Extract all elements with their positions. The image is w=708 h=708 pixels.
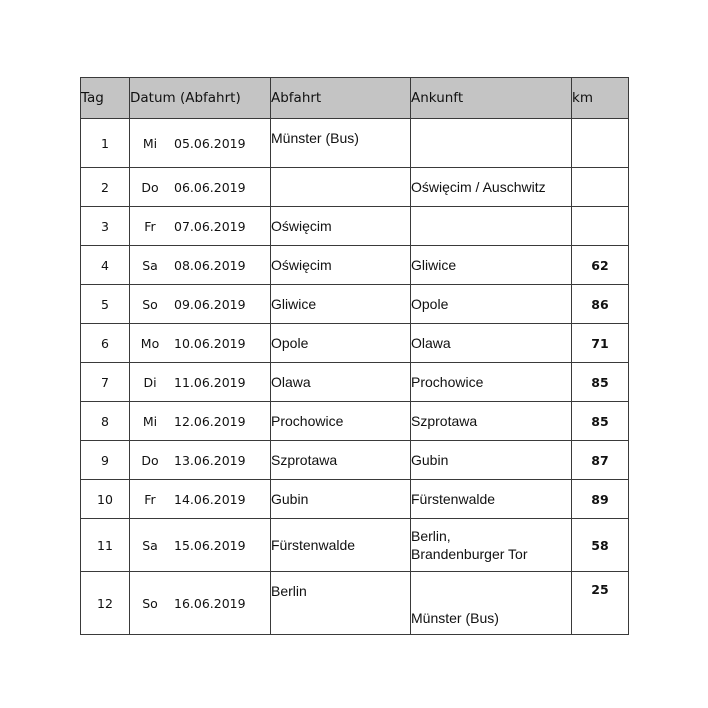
cell-ankunft-line2: Brandenburger Tor	[411, 546, 528, 562]
cell-ankunft	[411, 402, 572, 441]
cell-datum	[130, 168, 271, 207]
cell-date: 13.06.2019	[174, 452, 246, 468]
cell-weekday: Fr	[144, 491, 156, 507]
cell-tag: 3	[81, 207, 130, 246]
cell-km: 89	[572, 480, 629, 519]
cell-abfahrt: Prochowice	[271, 402, 411, 441]
cell-ankunft-line1: Gubin	[411, 452, 449, 468]
header-datum: Datum (Abfahrt)	[130, 78, 271, 119]
cell-km: 85	[572, 363, 629, 402]
cell-datum	[130, 480, 271, 519]
cell-weekday: So	[142, 595, 158, 611]
cell-abfahrt: Olawa	[271, 363, 411, 402]
header-row	[81, 78, 629, 119]
cell-ankunft	[411, 480, 572, 519]
cell-date: 16.06.2019	[174, 595, 246, 611]
cell-ankunft-line1: Olawa	[411, 335, 451, 351]
cell-tag: 10	[81, 480, 130, 519]
cell-km: 25	[572, 572, 629, 635]
cell-abfahrt: Fürstenwalde	[271, 519, 411, 572]
cell-date: 12.06.2019	[174, 413, 246, 429]
cell-weekday: Sa	[142, 257, 158, 273]
cell-date: 08.06.2019	[174, 257, 246, 273]
cell-ankunft	[411, 441, 572, 480]
cell-tag: 6	[81, 324, 130, 363]
cell-ankunft	[411, 119, 572, 168]
cell-weekday: Sa	[142, 537, 158, 553]
cell-date: 06.06.2019	[174, 179, 246, 195]
route-table	[80, 77, 629, 635]
cell-date: 11.06.2019	[174, 374, 246, 390]
cell-datum	[130, 285, 271, 324]
header-ankunft: Ankunft	[411, 78, 572, 119]
cell-date: 09.06.2019	[174, 296, 246, 312]
cell-km	[572, 119, 629, 168]
cell-abfahrt: Oświęcim	[271, 246, 411, 285]
table-row	[81, 168, 629, 207]
cell-ankunft-line1: Szprotawa	[411, 413, 478, 429]
table-row	[81, 480, 629, 519]
cell-ankunft-line1: Prochowice	[411, 374, 484, 390]
cell-abfahrt: Münster (Bus)	[271, 119, 411, 168]
table-row	[81, 207, 629, 246]
cell-km	[572, 168, 629, 207]
cell-km: 71	[572, 324, 629, 363]
cell-date: 14.06.2019	[174, 491, 246, 507]
table-row	[81, 119, 629, 168]
header-tag: Tag	[81, 78, 130, 119]
cell-ankunft-line1: Münster (Bus)	[411, 610, 499, 626]
cell-abfahrt: Gliwice	[271, 285, 411, 324]
cell-km: 62	[572, 246, 629, 285]
table-row	[81, 402, 629, 441]
cell-ankunft-line1: Opole	[411, 296, 449, 312]
cell-date: 10.06.2019	[174, 335, 246, 351]
cell-abfahrt	[271, 168, 411, 207]
table-row	[81, 324, 629, 363]
cell-km: 86	[572, 285, 629, 324]
table-row	[81, 285, 629, 324]
cell-tag: 11	[81, 519, 130, 572]
cell-tag: 9	[81, 441, 130, 480]
cell-ankunft	[411, 363, 572, 402]
cell-weekday: Fr	[144, 218, 156, 234]
cell-weekday: So	[142, 296, 158, 312]
cell-weekday: Do	[141, 179, 159, 195]
cell-ankunft	[411, 519, 572, 572]
cell-weekday: Mo	[140, 335, 160, 351]
cell-km: 85	[572, 402, 629, 441]
cell-date: 05.06.2019	[174, 135, 246, 151]
cell-abfahrt: Oświęcim	[271, 207, 411, 246]
cell-tag: 5	[81, 285, 130, 324]
cell-tag: 4	[81, 246, 130, 285]
cell-ankunft-line1: Berlin,	[411, 528, 451, 544]
cell-ankunft	[411, 572, 572, 635]
table-row	[81, 441, 629, 480]
cell-datum	[130, 572, 271, 635]
cell-datum	[130, 363, 271, 402]
cell-date: 07.06.2019	[174, 218, 246, 234]
cell-tag: 8	[81, 402, 130, 441]
cell-tag: 12	[81, 572, 130, 635]
cell-datum	[130, 441, 271, 480]
cell-weekday: Di	[143, 374, 157, 390]
cell-weekday: Do	[141, 452, 159, 468]
cell-ankunft-line1: Oświęcim / Auschwitz	[411, 179, 546, 195]
cell-ankunft-line1: Gliwice	[411, 257, 457, 273]
header-km: km	[572, 78, 629, 119]
header-abfahrt: Abfahrt	[271, 78, 411, 119]
cell-ankunft	[411, 324, 572, 363]
table-row	[81, 572, 629, 635]
cell-datum	[130, 207, 271, 246]
cell-date: 15.06.2019	[174, 537, 246, 553]
cell-km: 58	[572, 519, 629, 572]
cell-datum	[130, 402, 271, 441]
cell-km	[572, 207, 629, 246]
cell-weekday: Mi	[142, 413, 158, 429]
cell-tag: 1	[81, 119, 130, 168]
cell-weekday: Mi	[142, 135, 158, 151]
cell-abfahrt: Szprotawa	[271, 441, 411, 480]
cell-ankunft	[411, 207, 572, 246]
cell-ankunft	[411, 285, 572, 324]
table-row	[81, 246, 629, 285]
cell-ankunft-line1: Fürstenwalde	[411, 491, 496, 507]
cell-abfahrt: Berlin	[271, 572, 411, 635]
cell-datum	[130, 246, 271, 285]
cell-km: 87	[572, 441, 629, 480]
cell-abfahrt: Opole	[271, 324, 411, 363]
table-row	[81, 519, 629, 572]
cell-datum	[130, 519, 271, 572]
cell-datum	[130, 119, 271, 168]
cell-tag: 7	[81, 363, 130, 402]
cell-datum	[130, 324, 271, 363]
table-row	[81, 363, 629, 402]
cell-abfahrt: Gubin	[271, 480, 411, 519]
cell-tag: 2	[81, 168, 130, 207]
cell-ankunft	[411, 168, 572, 207]
cell-ankunft	[411, 246, 572, 285]
